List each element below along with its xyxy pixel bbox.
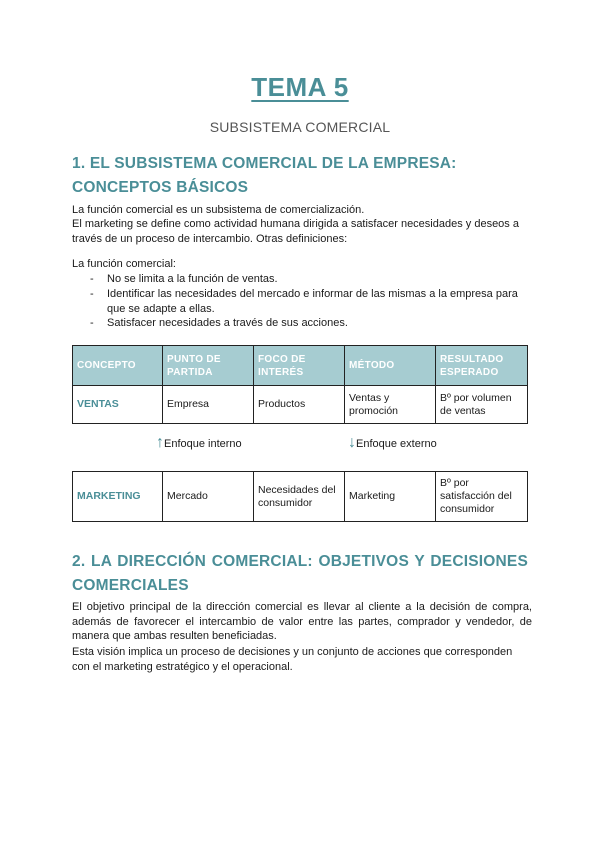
section-1-line-2: El marketing se define como actividad humana dirigida a satisfacer necesidades y deseos a través de un proceso de intercambio. Otras definiciones: (72, 218, 519, 245)
list-item-text: No se limita a la función de ventas. (107, 273, 278, 285)
list-item-text: Satisfacer necesidades a través de sus acciones. (107, 317, 348, 329)
section-2-paragraph-2: Esta visión implica un proceso de decisiones y un conjunto de acciones que corresponden con el marketing estratégico y el operacional. (72, 646, 513, 673)
bullet-dash: - (90, 317, 94, 329)
table-cell: Necesidades del consumidor (254, 472, 345, 522)
header-cell-concepto: CONCEPTO (73, 346, 163, 386)
enfoque-interno-label (156, 434, 242, 451)
header-cell-metodo: MÉTODO (345, 346, 436, 386)
bullet-dash: - (90, 288, 94, 300)
section-1-line-1: La función comercial es un subsistema de comercialización. (72, 204, 365, 216)
arrow-up-icon: ↑ (156, 434, 164, 451)
table-cell: Bº por volumen de ventas (436, 386, 528, 424)
section-2-paragraph-1: El objetivo principal de la dirección comercial es llevar al cliente a la decisión de compra, además de favorecer el intercambio de valor entre las partes, comprador y vendedor, de manera que ambas resulten beneficiadas. (72, 601, 532, 642)
table-cell: Mercado (163, 472, 254, 522)
header-cell-foco-de-interes: FOCO DE INTERÉS (254, 346, 345, 386)
row-label-ventas: VENTAS (73, 386, 163, 424)
enfoque-externo-label (348, 434, 437, 451)
table-cell: Marketing (345, 472, 436, 522)
enfoque-interno-text: Enfoque interno (164, 438, 242, 450)
section-1-heading: 1. EL SUBSISTEMA COMERCIAL DE LA EMPRESA: CONCEPTOS BÁSICOS (72, 155, 457, 196)
table-header-row (73, 346, 528, 386)
page-title: TEMA 5 (251, 72, 349, 102)
section-2-heading: 2. LA DIRECCIÓN COMERCIAL: OBJETIVOS Y DECISIONES COMERCIALES (72, 553, 528, 594)
header-cell-punto-de-partida: PUNTO DE PARTIDA (163, 346, 254, 386)
list-item (90, 287, 530, 316)
arrow-down-icon: ↓ (348, 434, 356, 451)
enfoque-externo-text: Enfoque externo (356, 438, 437, 450)
list-item-text: Identificar las necesidades del mercado e informar de las mismas a la empresa para que se adapte a ellas. (107, 288, 518, 315)
row-label-marketing: MARKETING (73, 472, 163, 522)
bullet-dash: - (90, 273, 94, 285)
comparison-table-ventas (72, 345, 528, 424)
table-row (73, 386, 528, 424)
header-cell-resultado-esperado: RESULTADO ESPERADO (436, 346, 528, 386)
list-intro: La función comercial: (72, 258, 176, 270)
table-cell: Bº por satisfacción del consumidor (436, 472, 528, 522)
list-item (90, 316, 530, 331)
page-subtitle: SUBSISTEMA COMERCIAL (209, 119, 391, 135)
table-row (73, 472, 528, 522)
table-cell: Ventas y promoción (345, 386, 436, 424)
comparison-table-marketing (72, 471, 528, 522)
list-item (90, 272, 530, 287)
table-cell: Empresa (163, 386, 254, 424)
table-cell: Productos (254, 386, 345, 424)
